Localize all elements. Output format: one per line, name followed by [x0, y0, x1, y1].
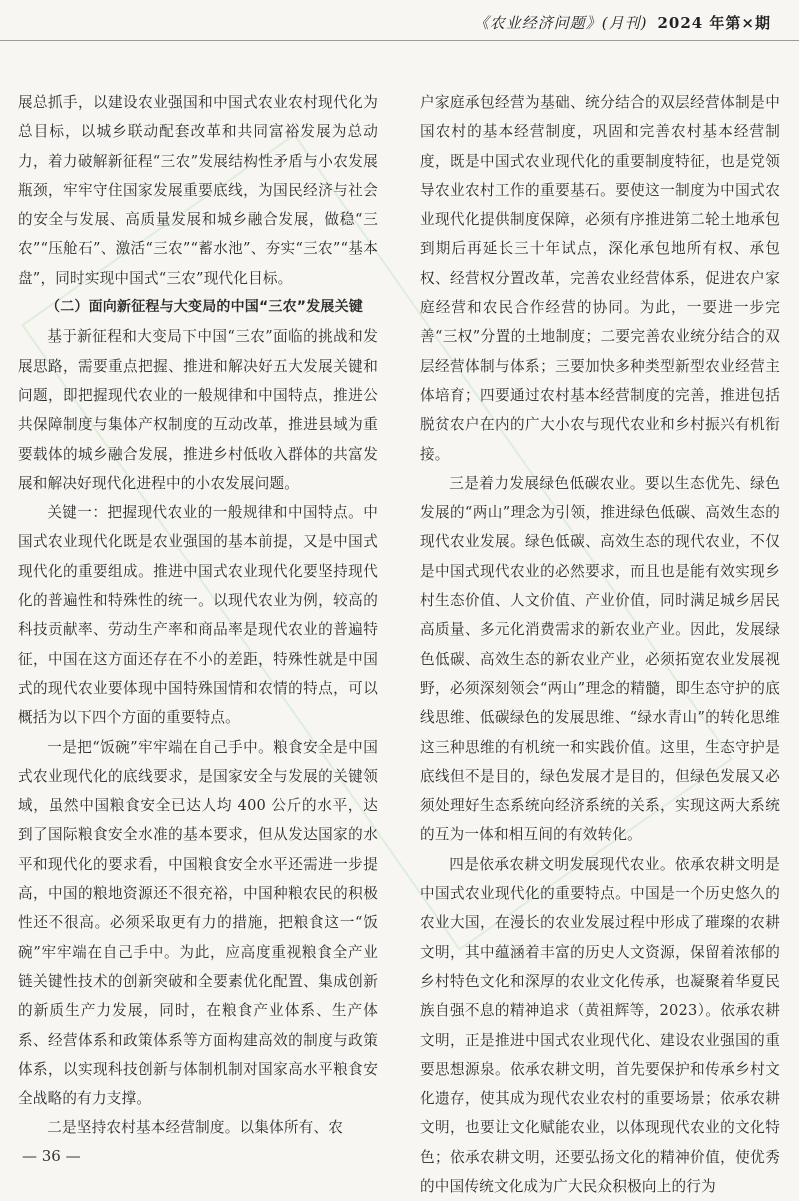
section-heading: （二）面向新征程与大变局的中国“三农”发展关键: [46, 299, 364, 316]
left-paragraph-5: 二是坚持农村基本经营制度。以集体所有、农: [47, 1119, 344, 1137]
right-paragraph-2: 四是依承农耕文明发展现代农业。依承农耕文明是中国式农业现代化的重要特点。中国是一个历史悠久的农业大国，在漫长的农业发展过程中形成了璀璨的农耕文明，其中蕴涵着丰富的历史人文资源，保留着浓郁的乡村特色文化和深厚的农业文化传承，也凝聚着华夏民族自强不息的精神追求（黄祖辉等，2023）。依承农耕文明，正是推进中国式农业现代化、建设农业强国的重要思想源泉。依承农耕文明，首先要保护和传承乡村文化遗存，使其成为现代农业农村的重要场景；依承农耕文明，也要让文化赋能农业，以体现现代农业的文化特色；依承农耕文明，还要弘扬文化的精神价值，使优秀的中国传统文化成为广大民众积极向上的行为: [420, 855, 780, 1195]
right-column: [420, 88, 780, 1201]
right-paragraph-0: 户家庭承包经营为基础、统分结合的双层经营体制是中国农村的基本经营制度，巩固和完善农村基本经营制度，既是中国式农业现代化的重要制度特征，也是党领导农业农村工作的重要基石。要使这一制度为中国式农业现代化提供制度保障，必须有序推进第二轮土地承包到期后再延长三十年试点，深化承包地所有权、承包权、经营权分置改革，完善农业经营体系，促进农户家庭经营和农民合作经营的协同。为此，一要进一步完善“三权”分置的土地制度；二要完善农业统分结合的双层经营体制与体系；三要加快多种类型新型农业经营主体培育；四要通过农村基本经营制度的完善，推进包括脱贫农户在内的广大小农与现代农业和乡村振兴有机衔接。: [420, 94, 780, 463]
page-header: [474, 12, 771, 33]
left-paragraph-4: 一是把“饭碗”牢牢端在自己手中。粮食安全是中国式农业现代化的底线要求，是国家安全与发展的关键领域，虽然中国粮食安全已达人均 400 公斤的水平，达到了国际粮食安全水准的基本要求，但从发达国家的水平和现代化的要求看，中国粮食安全水平还需进一步提高，中国的粮地资源还不很充裕，中国种粮农民的积极性还不很高。必须采取更有力的措施，把粮食这一“饭碗”牢牢端在自己手中。为此，应高度重视粮食全产业链关键性技术的创新突破和全要素优化配置、集成创新的新质生产力发展，同时，在粮食产业体系、生产体系、经营体系和政策体系等方面构建高效的制度与政策体系，以实现科技创新与体制机制对国家高水平粮食安全战略的有力支撑。: [18, 738, 378, 1108]
left-paragraph-0: 展总抓手，以建设农业强国和中国式农业农村现代化为总目标，以城乡联动配套改革和共同富裕发展为总动力，着力破解新征程“三农”发展结构性矛盾与小农发展瓶颈，牢牢守住国家发展重要底线，为国民经济与社会的安全与发展、高质量发展和城乡融合发展，做稳“三农”“压舱石”、激活“三农”“蓄水池”、夯实“三农”“基本盘”，同时实现中国式“三农”现代化目标。: [18, 94, 378, 287]
right-paragraph-1: 三是着力发展绿色低碳农业。要以生态优先、绿色发展的“两山”理念为引领，推进绿色低碳、高效生态的现代农业发展。绿色低碳、高效生态的现代农业，不仅是中国式现代农业的必然要求，而且也是能有效实现乡村生态价值、人文价值、产业价值，同时满足城乡居民高质量、多元化消费需求的新农业产业。因此，发展绿色低碳、高效生态的新农业产业，必须拓宽农业发展视野，必须深刻领会“两山”理念的精髓，即生态守护的底线思维、低碳绿色的发展思维、“绿水青山”的转化思维这三种思维的有机统一和实践价值。这里，生态守护是底线但不是目的，绿色发展才是目的，但绿色发展又必须处理好生态系统向经济系统的关系，实现这两大系统的互为一体和相互间的有效转化。: [420, 474, 780, 844]
page-number: — 36 —: [22, 1147, 81, 1165]
journal-name: 《农业经济问题》(月刊): [473, 14, 648, 32]
header-rule: [0, 40, 799, 41]
left-paragraph-3: 关键一：把握现代农业的一般规律和中国特点。中国式农业现代化既是农业强国的基本前提，又是中国式现代化的重要组成。推进中国式农业现代化要坚持现代化的普遍性和特殊性的统一。以现代农业为例，较高的科技贡献率、劳动生产率和商品率是现代农业的普遍特征，中国在这方面还存在不小的差距，特殊性就是中国式的现代农业要体现中国特殊国情和农情的特点，可以概括为以下四个方面的重要特点。: [18, 504, 378, 727]
left-paragraph-2: 基于新征程和大变局下中国“三农”面临的挑战和发展思路，需要重点把握、推进和解决好五大发展关键和问题，即把握现代农业的一般规律和中国特点，推进公共保障制度与集体产权制度的互动改革，推进县域为重要载体的城乡融合发展，推进乡村低收入群体的共富发展和解决好现代化进程中的小农发展问题。: [18, 328, 378, 492]
issue-label: 2024 年第×期: [657, 14, 771, 32]
left-column: [18, 88, 378, 1143]
